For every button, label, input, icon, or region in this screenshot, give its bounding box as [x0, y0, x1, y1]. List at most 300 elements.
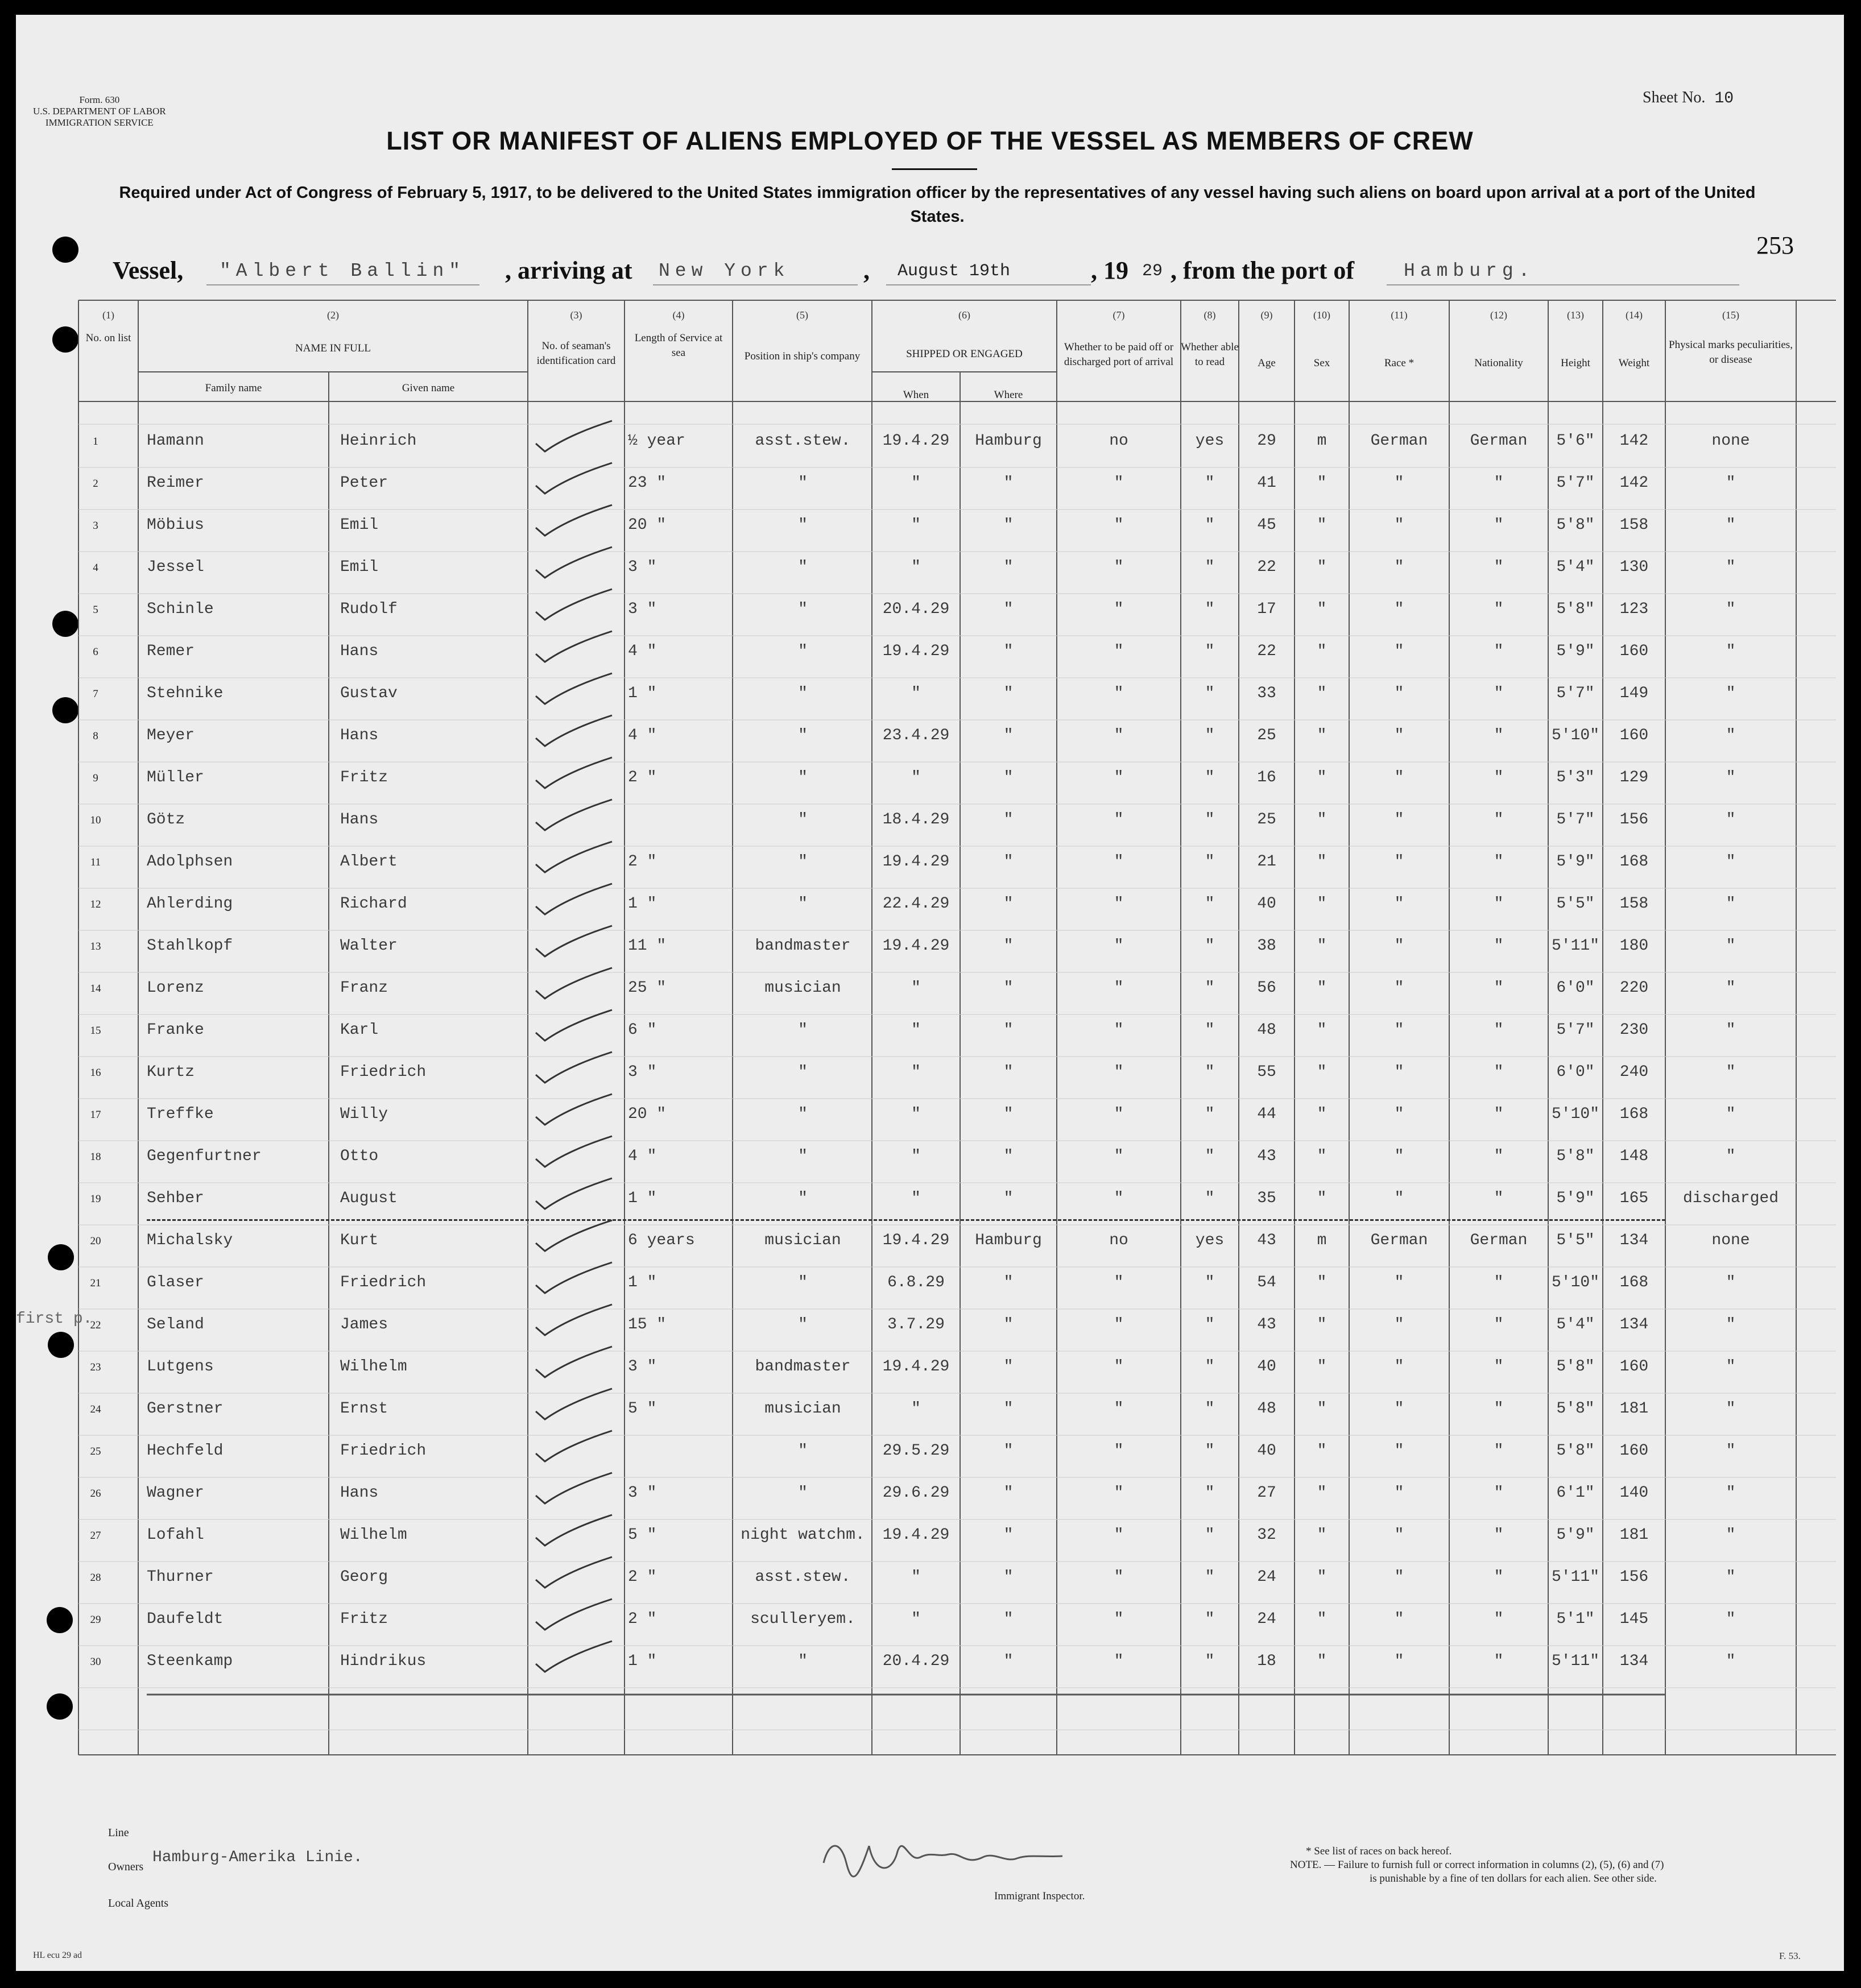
family-name-cell: Gegenfurtner: [147, 1148, 262, 1165]
position-cell: ": [798, 1063, 808, 1081]
paid-off-cell: ": [1114, 937, 1124, 955]
given-name-cell: Friedrich: [340, 1063, 427, 1081]
given-name-cell: Ernst: [340, 1400, 388, 1418]
check-mark-icon: [532, 922, 618, 962]
shipped-where-cell: ": [1003, 1063, 1014, 1081]
check-mark-icon: [532, 1554, 618, 1593]
physical-marks-cell: ": [1726, 1358, 1736, 1376]
race-cell: ": [1394, 937, 1404, 955]
family-name-cell: Daufeldt: [147, 1610, 224, 1628]
row-number: 27: [90, 1530, 101, 1542]
sex-cell: ": [1317, 895, 1327, 913]
sex-cell: ": [1317, 1484, 1327, 1502]
shipped-when-cell: 20.4.29: [882, 1652, 950, 1670]
position-cell: ": [798, 1274, 808, 1291]
position-cell: ": [798, 516, 808, 534]
weight-cell: 156: [1619, 1568, 1649, 1586]
able-to-read-cell: ": [1205, 1316, 1215, 1333]
age-cell: 43: [1257, 1148, 1276, 1165]
position-cell: ": [798, 685, 808, 702]
sex-cell: ": [1317, 1274, 1327, 1291]
check-mark-icon: [532, 796, 618, 836]
row-number: 16: [90, 1067, 101, 1079]
shipped-when-cell: ": [911, 1190, 921, 1207]
row-number: 30: [90, 1656, 101, 1668]
col-header-physical-marks: Physical marks peculiarities, or disease: [1669, 339, 1793, 366]
age-cell: 56: [1257, 979, 1276, 997]
physical-marks-cell: ": [1726, 853, 1736, 871]
height-cell: 5'9": [1556, 1526, 1595, 1544]
age-cell: 41: [1257, 474, 1276, 492]
position-cell: ": [798, 1190, 808, 1207]
age-cell: 43: [1257, 1316, 1276, 1333]
paid-off-cell: ": [1114, 979, 1124, 997]
position-cell: ": [798, 1105, 808, 1123]
given-name-cell: Gustav: [340, 685, 398, 702]
physical-marks-cell: ": [1726, 1610, 1736, 1628]
physical-marks-cell: ": [1726, 474, 1736, 492]
weight-cell: 134: [1619, 1652, 1649, 1670]
age-cell: 24: [1257, 1610, 1276, 1628]
family-name-cell: Kurtz: [147, 1063, 195, 1081]
position-cell: ": [798, 727, 808, 744]
sex-cell: ": [1317, 600, 1327, 618]
weight-cell: 160: [1619, 1442, 1649, 1460]
race-cell: ": [1394, 1274, 1404, 1291]
margin-note: first p.: [16, 1310, 93, 1328]
service-length-cell: 1 ": [628, 1652, 657, 1670]
nationality-cell: German: [1470, 1232, 1528, 1249]
able-to-read-cell: ": [1205, 811, 1215, 829]
service-length-cell: 1 ": [628, 895, 657, 913]
nationality-cell: ": [1494, 1652, 1504, 1670]
sex-cell: ": [1317, 1358, 1327, 1376]
race-cell: ": [1394, 600, 1404, 618]
col-header-paid-off: Whether to be paid off or discharged port of arrival: [1064, 341, 1174, 368]
service-length-cell: 4 ": [628, 727, 657, 744]
weight-cell: 168: [1619, 853, 1649, 871]
paid-off-cell: ": [1114, 895, 1124, 913]
age-cell: 25: [1257, 727, 1276, 744]
sex-cell: ": [1317, 1190, 1327, 1207]
sex-cell: ": [1317, 643, 1327, 660]
year-prefix: , 19: [1091, 256, 1128, 284]
given-name-cell: Otto: [340, 1148, 379, 1165]
check-mark-icon: [532, 1596, 618, 1635]
able-to-read-cell: ": [1205, 1526, 1215, 1544]
sex-cell: ": [1317, 685, 1327, 702]
sex-cell: ": [1317, 1400, 1327, 1418]
height-cell: 5'6": [1556, 432, 1595, 450]
position-cell: asst.stew.: [755, 1568, 851, 1586]
race-cell: ": [1394, 1526, 1404, 1544]
col-header-position: Position in ship's company: [744, 350, 861, 362]
nationality-cell: ": [1494, 1610, 1504, 1628]
weight-cell: 180: [1619, 937, 1649, 955]
physical-marks-cell: none: [1711, 432, 1750, 450]
race-cell: ": [1394, 1021, 1404, 1039]
nationality-cell: ": [1494, 727, 1504, 744]
weight-cell: 168: [1619, 1274, 1649, 1291]
col-header-age: Age: [1258, 357, 1276, 369]
position-cell: ": [798, 811, 808, 829]
nationality-cell: ": [1494, 1063, 1504, 1081]
age-cell: 38: [1257, 937, 1276, 955]
shipped-where-cell: ": [1003, 1105, 1014, 1123]
position-cell: night watchm.: [741, 1526, 865, 1544]
check-mark-icon: [532, 670, 618, 710]
nationality-cell: ": [1494, 1484, 1504, 1502]
service-length-cell: 5 ": [628, 1526, 657, 1544]
shipped-where-cell: ": [1003, 474, 1014, 492]
physical-marks-cell: discharged: [1682, 1190, 1779, 1207]
given-name-cell: Wilhelm: [340, 1358, 407, 1376]
position-cell: ": [798, 1442, 808, 1460]
race-cell: ": [1394, 1063, 1404, 1081]
given-name-cell: Peter: [340, 474, 388, 492]
age-cell: 54: [1257, 1274, 1276, 1291]
able-to-read-cell: yes: [1195, 432, 1225, 450]
age-cell: 40: [1257, 1358, 1276, 1376]
physical-marks-cell: ": [1726, 558, 1736, 576]
weight-cell: 181: [1619, 1400, 1649, 1418]
paid-off-cell: ": [1114, 853, 1124, 871]
row-number: 8: [93, 730, 98, 742]
shipped-when-cell: 19.4.29: [882, 1358, 950, 1376]
service-length-cell: 6 years: [628, 1232, 695, 1249]
family-name-cell: Schinle: [147, 600, 214, 618]
shipped-when-cell: ": [911, 516, 921, 534]
race-cell: German: [1370, 432, 1428, 450]
check-mark-icon: [532, 1175, 618, 1215]
physical-marks-cell: ": [1726, 1105, 1736, 1123]
row-number: 6: [93, 646, 98, 658]
given-name-cell: Heinrich: [340, 432, 417, 450]
able-to-read-cell: ": [1205, 600, 1215, 618]
shipped-where-cell: ": [1003, 979, 1014, 997]
position-cell: ": [798, 1148, 808, 1165]
owners-value: Hamburg-Amerika Linie.: [152, 1849, 363, 1866]
sex-cell: ": [1317, 516, 1327, 534]
shipped-when-cell: 6.8.29: [887, 1274, 945, 1291]
age-cell: 33: [1257, 685, 1276, 702]
paid-off-cell: ": [1114, 1484, 1124, 1502]
sex-cell: ": [1317, 1316, 1327, 1333]
row-number: 13: [90, 941, 101, 952]
shipped-when-cell: ": [911, 979, 921, 997]
family-name-cell: Adolphsen: [147, 853, 233, 871]
vessel-line: Vessel, "Albert Ballin" , arriving at New York , August 19th , 19 29 , from the port of Hamburg.: [113, 256, 1535, 284]
able-to-read-cell: ": [1205, 1063, 1215, 1081]
age-cell: 16: [1257, 769, 1276, 786]
row-number: 11: [90, 856, 101, 868]
shipped-where-cell: ": [1003, 600, 1014, 618]
shipped-when-cell: 19.4.29: [882, 643, 950, 660]
weight-cell: 240: [1619, 1063, 1649, 1081]
nationality-cell: ": [1494, 811, 1504, 829]
nationality-cell: German: [1470, 432, 1528, 450]
shipped-when-cell: ": [911, 1400, 921, 1418]
shipped-when-cell: 19.4.29: [882, 1526, 950, 1544]
row-number: 21: [90, 1277, 101, 1289]
able-to-read-cell: ": [1205, 558, 1215, 576]
able-to-read-cell: ": [1205, 1400, 1215, 1418]
able-to-read-cell: ": [1205, 1610, 1215, 1628]
physical-marks-cell: none: [1711, 1232, 1750, 1249]
shipped-where-cell: ": [1003, 1358, 1014, 1376]
service-length-cell: 4 ": [628, 643, 657, 660]
service-length-cell: 1 ": [628, 685, 657, 702]
weight-cell: 130: [1619, 558, 1649, 576]
service-length-cell: 11 ": [628, 937, 667, 955]
nationality-cell: ": [1494, 1526, 1504, 1544]
family-name-cell: Lutgens: [147, 1358, 214, 1376]
age-cell: 43: [1257, 1232, 1276, 1249]
given-name-cell: Hans: [340, 811, 379, 829]
shipped-when-cell: ": [911, 1021, 921, 1039]
paid-off-cell: ": [1114, 1105, 1124, 1123]
able-to-read-cell: ": [1205, 937, 1215, 955]
height-cell: 5'11": [1551, 1652, 1599, 1670]
physical-marks-cell: ": [1726, 727, 1736, 744]
nationality-cell: ": [1494, 1568, 1504, 1586]
family-name-cell: Sehber: [147, 1190, 204, 1207]
weight-cell: 142: [1619, 474, 1649, 492]
height-cell: 5'8": [1556, 600, 1595, 618]
position-cell: asst.stew.: [755, 432, 851, 450]
nationality-cell: ": [1494, 1190, 1504, 1207]
height-cell: 5'8": [1556, 1148, 1595, 1165]
form-code: F. 53.: [1779, 1950, 1801, 1961]
race-cell: ": [1394, 474, 1404, 492]
race-cell: ": [1394, 853, 1404, 871]
race-cell: ": [1394, 685, 1404, 702]
family-name-cell: Hamann: [147, 432, 204, 450]
shipped-where-cell: ": [1003, 685, 1014, 702]
race-cell: ": [1394, 1484, 1404, 1502]
paid-off-cell: no: [1109, 432, 1128, 450]
able-to-read-cell: ": [1205, 727, 1215, 744]
height-cell: 5'9": [1556, 853, 1595, 871]
shipped-when-cell: ": [911, 474, 921, 492]
height-cell: 5'11": [1551, 937, 1599, 955]
row-number: 25: [90, 1446, 101, 1457]
service-length-cell: 3 ": [628, 1358, 657, 1376]
able-to-read-cell: ": [1205, 979, 1215, 997]
race-cell: German: [1370, 1232, 1428, 1249]
service-length-cell: 20 ": [628, 516, 667, 534]
physical-marks-cell: ": [1726, 895, 1736, 913]
race-cell: ": [1394, 1190, 1404, 1207]
arrival-port: New York: [659, 260, 790, 281]
given-name-cell: Friedrich: [340, 1274, 427, 1291]
row-number: 24: [90, 1403, 101, 1415]
col-header-given-name: Given name: [402, 382, 455, 394]
shipped-when-cell: 29.6.29: [882, 1484, 950, 1502]
paid-off-cell: ": [1114, 1610, 1124, 1628]
nationality-cell: ": [1494, 643, 1504, 660]
paid-off-cell: ": [1114, 600, 1124, 618]
nationality-cell: ": [1494, 979, 1504, 997]
shipped-where-cell: ": [1003, 1400, 1014, 1418]
paid-off-cell: ": [1114, 1358, 1124, 1376]
shipped-when-cell: 22.4.29: [882, 895, 950, 913]
physical-marks-cell: ": [1726, 811, 1736, 829]
shipped-where-cell: ": [1003, 727, 1014, 744]
col-header-when: When: [903, 389, 929, 401]
sex-cell: ": [1317, 1652, 1327, 1670]
service-length-cell: 25 ": [628, 979, 667, 997]
age-cell: 18: [1257, 1652, 1276, 1670]
height-cell: 5'4": [1556, 1316, 1595, 1333]
physical-marks-cell: ": [1726, 1148, 1736, 1165]
strike-through-line: [147, 1219, 1665, 1221]
shipped-where-cell: ": [1003, 643, 1014, 660]
height-cell: 5'7": [1556, 474, 1595, 492]
physical-marks-cell: ": [1726, 1063, 1736, 1081]
race-cell: ": [1394, 1358, 1404, 1376]
able-to-read-cell: ": [1205, 1442, 1215, 1460]
race-cell: ": [1394, 1568, 1404, 1586]
given-name-cell: August: [340, 1190, 398, 1207]
row-number: 26: [90, 1488, 101, 1500]
paid-off-cell: ": [1114, 1316, 1124, 1333]
stamped-page-number: 253: [1756, 231, 1794, 259]
paid-off-cell: ": [1114, 1400, 1124, 1418]
position-cell: musician: [764, 1400, 841, 1418]
shipped-when-cell: 3.7.29: [887, 1316, 945, 1333]
physical-marks-cell: ": [1726, 769, 1736, 786]
weight-cell: 165: [1619, 1190, 1649, 1207]
sex-cell: ": [1317, 1610, 1327, 1628]
position-cell: bandmaster: [755, 937, 851, 955]
nationality-cell: ": [1494, 1105, 1504, 1123]
shipped-when-cell: ": [911, 1105, 921, 1123]
col-header-name-in-full: NAME IN FULL: [295, 342, 371, 354]
service-length-cell: 3 ": [628, 1063, 657, 1081]
paid-off-cell: no: [1109, 1232, 1128, 1249]
race-cell: ": [1394, 1610, 1404, 1628]
service-length-cell: 20 ": [628, 1105, 667, 1123]
able-to-read-cell: ": [1205, 643, 1215, 660]
physical-marks-cell: ": [1726, 1274, 1736, 1291]
nationality-cell: ": [1494, 1021, 1504, 1039]
shipped-when-cell: 23.4.29: [882, 727, 950, 744]
able-to-read-cell: ": [1205, 1021, 1215, 1039]
height-cell: 5'5": [1556, 895, 1595, 913]
shipped-where-cell: Hamburg: [975, 1232, 1042, 1249]
able-to-read-cell: ": [1205, 1148, 1215, 1165]
service-length-cell: 3 ": [628, 1484, 657, 1502]
weight-cell: 158: [1619, 516, 1649, 534]
able-to-read-cell: ": [1205, 685, 1215, 702]
service-length-cell: 1 ": [628, 1274, 657, 1291]
family-name-cell: Steenkamp: [147, 1652, 233, 1670]
paid-off-cell: ": [1114, 1568, 1124, 1586]
age-cell: 44: [1257, 1105, 1276, 1123]
col-header-weight: Weight: [1618, 357, 1650, 369]
check-mark-icon: [532, 1343, 618, 1383]
height-cell: 5'8": [1556, 516, 1595, 534]
physical-marks-cell: ": [1726, 1442, 1736, 1460]
weight-cell: 160: [1619, 643, 1649, 660]
paid-off-cell: ": [1114, 727, 1124, 744]
age-cell: 24: [1257, 1568, 1276, 1586]
physical-marks-cell: ": [1726, 1316, 1736, 1333]
family-name-cell: Müller: [147, 769, 204, 786]
paid-off-cell: ": [1114, 474, 1124, 492]
service-length-cell: 5 ": [628, 1400, 657, 1418]
age-cell: 25: [1257, 811, 1276, 829]
physical-marks-cell: ": [1726, 1652, 1736, 1670]
age-cell: 45: [1257, 516, 1276, 534]
family-name-cell: Thurner: [147, 1568, 214, 1586]
check-mark-icon: [532, 1427, 618, 1467]
family-name-cell: Treffke: [147, 1105, 214, 1123]
height-cell: 5'1": [1556, 1610, 1595, 1628]
paid-off-cell: ": [1114, 1148, 1124, 1165]
service-length-cell: 6 ": [628, 1021, 657, 1039]
given-name-cell: Emil: [340, 558, 379, 576]
weight-cell: 168: [1619, 1105, 1649, 1123]
sex-cell: ": [1317, 1021, 1327, 1039]
given-name-cell: Hindrikus: [340, 1652, 427, 1670]
paid-off-cell: ": [1114, 1063, 1124, 1081]
shipped-where-cell: ": [1003, 853, 1014, 871]
row-number: 2: [93, 478, 98, 490]
nationality-cell: ": [1494, 1316, 1504, 1333]
given-name-cell: Willy: [340, 1105, 388, 1123]
able-to-read-cell: ": [1205, 1105, 1215, 1123]
row-number: 14: [90, 983, 101, 995]
age-cell: 55: [1257, 1063, 1276, 1081]
able-to-read-cell: ": [1205, 853, 1215, 871]
physical-marks-cell: ": [1726, 1568, 1736, 1586]
position-cell: musician: [764, 979, 841, 997]
shipped-where-cell: ": [1003, 1021, 1014, 1039]
paid-off-cell: ": [1114, 643, 1124, 660]
row-number: 10: [90, 814, 101, 826]
col-header-id-card: No. of seaman's identification card: [536, 340, 616, 367]
weight-cell: 140: [1619, 1484, 1649, 1502]
arrival-date: August 19th: [898, 262, 1011, 281]
age-cell: 40: [1257, 895, 1276, 913]
col-header-nationality: Nationality: [1474, 357, 1523, 369]
race-cell: ": [1394, 811, 1404, 829]
height-cell: 5'7": [1556, 685, 1595, 702]
sex-cell: ": [1317, 853, 1327, 871]
document-subtitle: Required under Act of Congress of February 5, 1917, to be delivered to the United States immigration officer by the representatives of any vessel having such aliens on board upon arrival at a port of the United States.: [119, 184, 1756, 226]
service-length-cell: 15 ": [628, 1316, 667, 1333]
service-length-cell: 2 ": [628, 1568, 657, 1586]
position-cell: ": [798, 558, 808, 576]
position-cell: ": [798, 1652, 808, 1670]
position-cell: bandmaster: [755, 1358, 851, 1376]
nationality-cell: ": [1494, 937, 1504, 955]
race-cell: ": [1394, 979, 1404, 997]
shipped-when-cell: ": [911, 769, 921, 786]
weight-cell: 123: [1619, 600, 1649, 618]
paid-off-cell: ": [1114, 811, 1124, 829]
height-cell: 5'10": [1551, 1274, 1599, 1291]
able-to-read-cell: ": [1205, 1190, 1215, 1207]
col-header-sex: Sex: [1313, 357, 1330, 369]
race-cell: ": [1394, 895, 1404, 913]
family-name-cell: Möbius: [147, 516, 204, 534]
check-mark-icon: [532, 628, 618, 668]
form-identifier: Form. 630 U.S. DEPARTMENT OF LABOR IMMIGRATION SERVICE: [33, 94, 166, 128]
able-to-read-cell: ": [1205, 516, 1215, 534]
